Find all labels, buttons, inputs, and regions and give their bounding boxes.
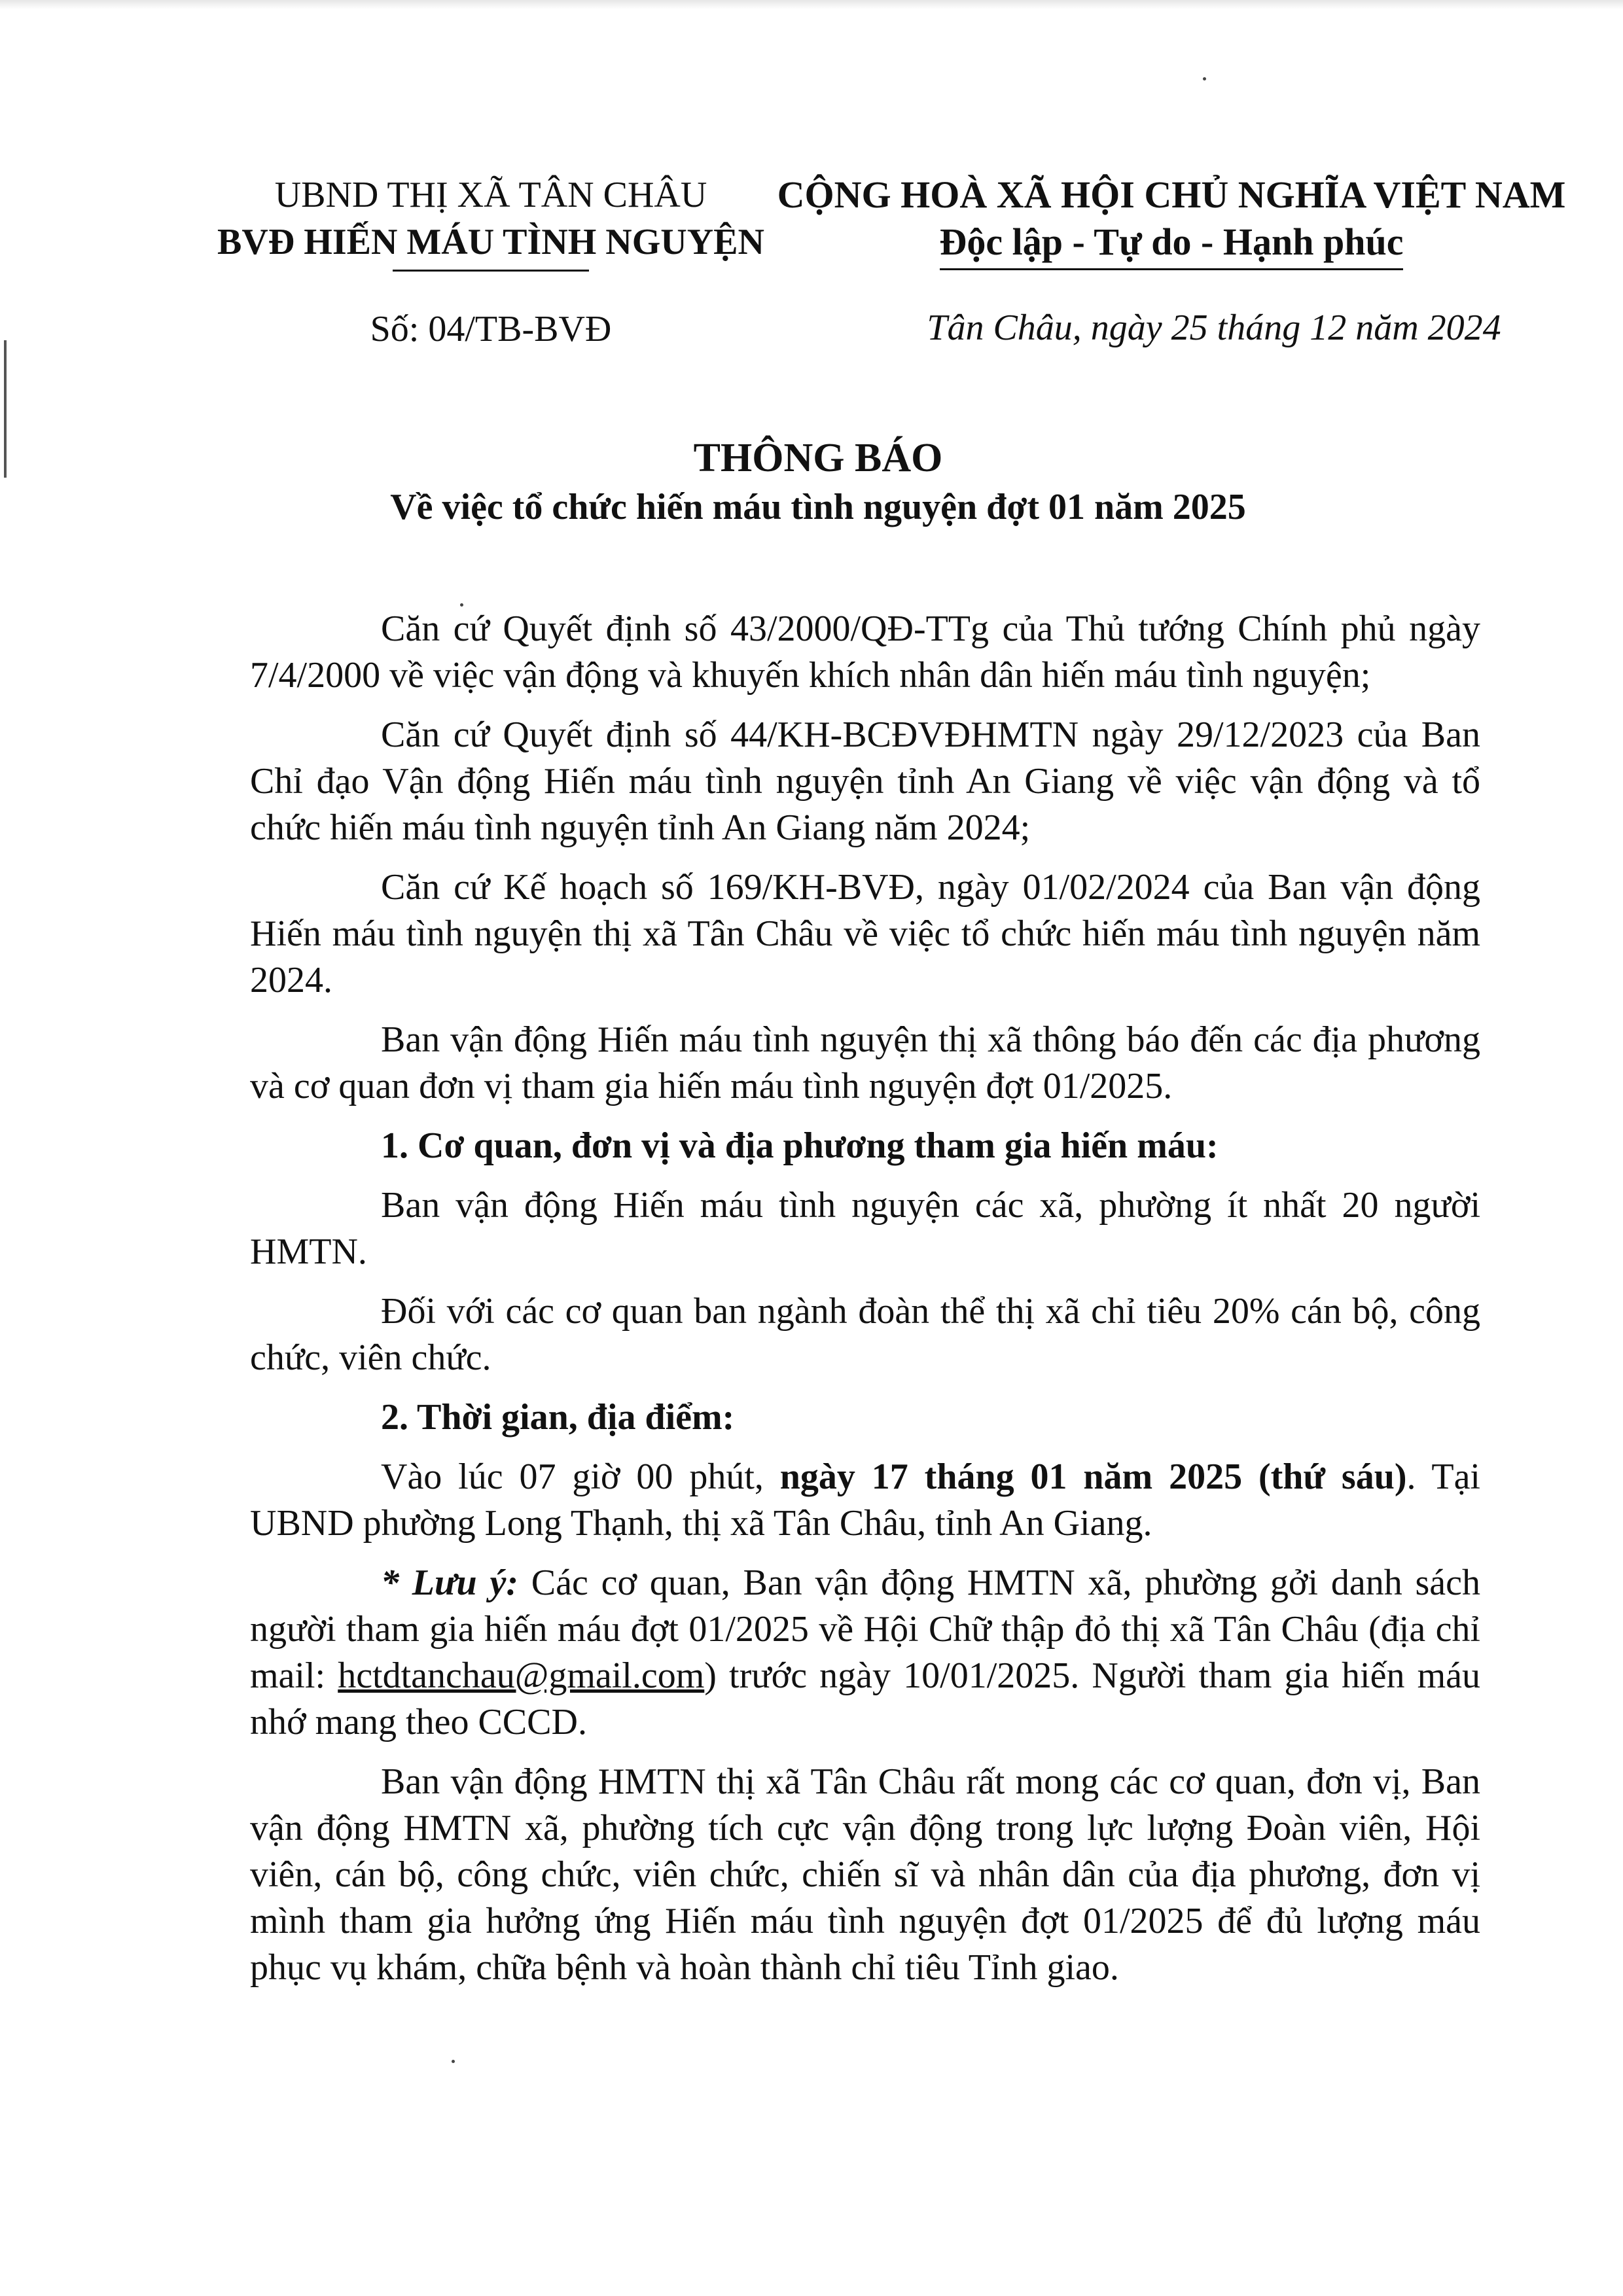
document-subtitle: Về việc tổ chức hiến máu tình nguyện đợt 01 năm 2025: [390, 487, 1246, 527]
scan-speck: [1203, 77, 1206, 80]
country-name: CỘNG HOÀ XÃ HỘI CHỦ NGHĨA VIỆT NAM: [777, 173, 1566, 216]
motto: Độc lập - Tự do - Hạnh phúc: [939, 221, 1404, 263]
scan-speck: [452, 2060, 455, 2063]
motto-block: [940, 219, 1404, 270]
paragraph-time-place: [250, 1454, 1480, 1547]
paragraph-wards: Ban vận động Hiến máu tình nguyện các xã, phường ít nhất 20 người HMTN.: [250, 1185, 1480, 1272]
document-title: THÔNG BÁO: [693, 436, 943, 480]
paragraph-note: [250, 1560, 1480, 1746]
place-date: Tân Châu, ngày 25 tháng 12 năm 2024: [927, 308, 1501, 348]
scan-edge: [0, 0, 1623, 9]
national-header: [766, 171, 1577, 351]
authority-line-1: UBND THỊ XÃ TÂN CHÂU: [274, 175, 707, 215]
document-number: Số: 04/TB-BVĐ: [370, 309, 612, 349]
paragraph-legal-basis-3: Căn cứ Kế hoạch số 169/KH-BVĐ, ngày 01/02/2024 của Ban vận động Hiến máu tình nguyện thị xã Tân Châu về việc tổ chức hiến máu tình nguyện năm 2024.: [250, 867, 1480, 1000]
note-label: * Lưu ý:: [381, 1563, 518, 1603]
document-title-block: [196, 432, 1440, 530]
issuing-authority: [196, 171, 785, 353]
event-date: ngày 17 tháng 01 năm 2025 (thứ sáu): [779, 1457, 1407, 1497]
motto-underline: [940, 268, 1404, 270]
document-body: [250, 606, 1480, 2004]
note-text-1: Các cơ quan, Ban vận động HMTN xã, phường gởi danh sách người tham gia hiến máu đợt 01/2025 về Hội Chữ thập đỏ thị xã Tân Châu (địa chỉ mail:: [250, 1563, 1481, 1696]
paragraph-closing: Ban vận động HMTN thị xã Tân Châu rất mong các cơ quan, đơn vị, Ban vận động HMTN xã, phường tích cực vận động trong lực lượng Đoàn viên, Hội viên, cán bộ, công chức, viên chức, chiến sĩ và nhân dân của địa phương, đơn vị mình tham gia hưởng ứng Hiến máu tình nguyện đợt 01/2025 để đủ lượng máu phục vụ khám, chữa bệnh và hoàn thành chỉ tiêu Tỉnh giao.: [250, 1761, 1480, 1988]
paragraph-legal-basis-2: Căn cứ Quyết định số 44/KH-BCĐVĐHMTN ngày 29/12/2023 của Ban Chỉ đạo Vận động Hiến máu tình nguyện tỉnh An Giang về việc vận động và tổ chức hiến máu tình nguyện tỉnh An Giang năm 2024;: [250, 715, 1480, 848]
scan-mark: [4, 340, 7, 478]
location-text: . Tại UBND phường Long Thạnh, thị xã Tân Châu, tỉnh An Giang.: [250, 1457, 1480, 1544]
authority-line-2: BVĐ HIẾN MÁU TÌNH NGUYỆN: [217, 222, 764, 262]
time-text: Vào lúc 07 giờ 00 phút,: [381, 1457, 780, 1497]
authority-underline: [393, 270, 589, 272]
note-text-2: ) trước ngày 10/01/2025. Người tham gia hiến máu nhớ mang theo CCCD.: [250, 1655, 1480, 1742]
paragraph-announcement: Ban vận động Hiến máu tình nguyện thị xã thông báo đến các địa phương và cơ quan đơn vị tham gia hiến máu tình nguyện đợt 01/2025.: [250, 1019, 1480, 1106]
paragraph-agencies: Đối với các cơ quan ban ngành đoàn thể thị xã chỉ tiêu 20% cán bộ, công chức, viên chức.: [250, 1291, 1480, 1378]
email-link[interactable]: hctdtanchau@gmail.com: [338, 1655, 705, 1696]
section-heading-1: 1. Cơ quan, đơn vị và địa phương tham gia hiến máu:: [381, 1125, 1219, 1166]
section-heading-2: 2. Thời gian, địa điểm:: [381, 1397, 735, 1438]
paragraph-legal-basis-1: Căn cứ Quyết định số 43/2000/QĐ-TTg của Thủ tướng Chính phủ ngày 7/4/2000 về việc vận động và khuyến khích nhân dân hiến máu tình nguyện;: [250, 609, 1480, 696]
